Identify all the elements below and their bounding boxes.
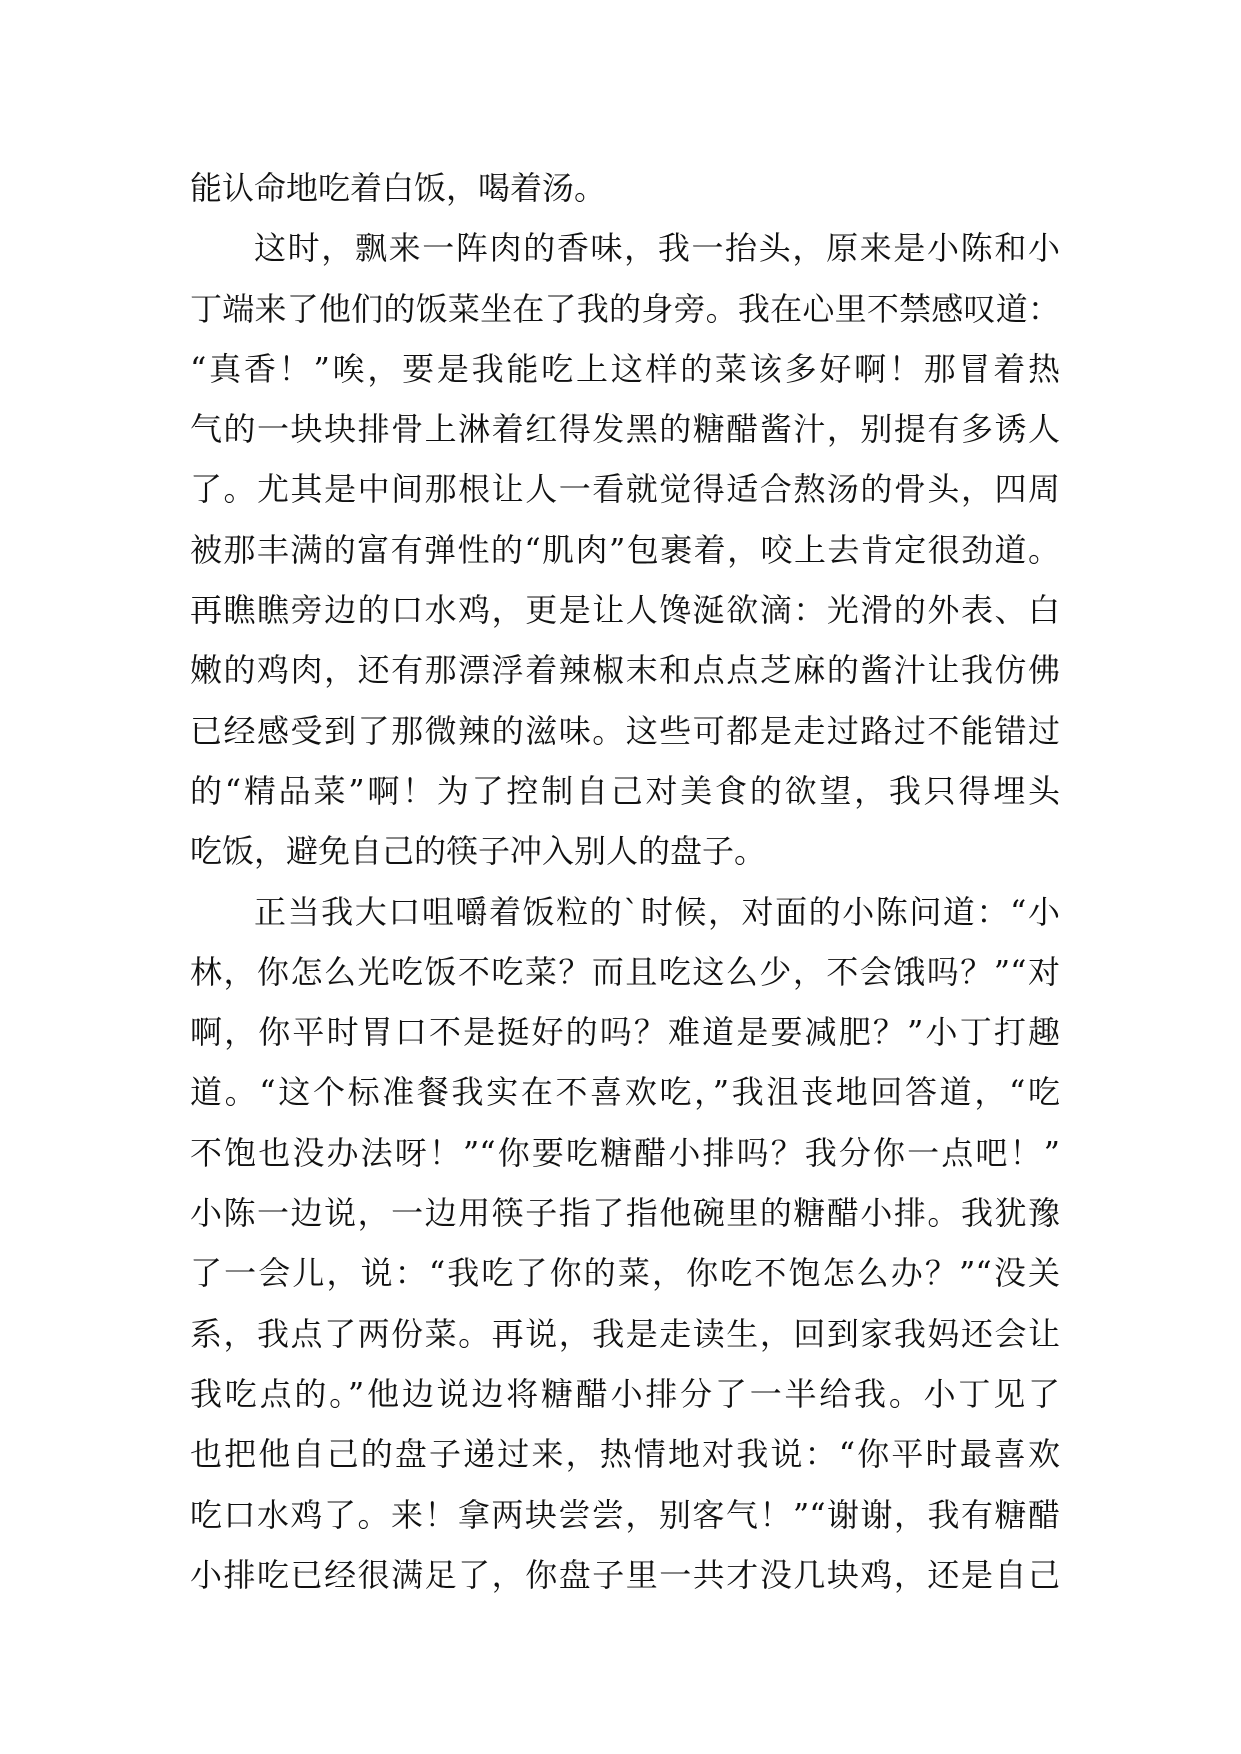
text-line: 道。“这个标准餐我实在不喜欢吃，”我沮丧地回答道，“吃 [190, 1073, 1060, 1112]
text-line: 能认命地吃着白饭，喝着汤。 [190, 169, 607, 207]
text-line: 已经感受到了那微辣的滋味。这些可都是走过路过不能错过 [190, 711, 1060, 750]
text-line: 的“精品菜”啊！为了控制自己对美食的欲望，我只得埋头 [190, 771, 1060, 810]
text-line: 丁端来了他们的饭菜坐在了我的身旁。我在心里不禁感叹道： [190, 289, 1060, 328]
text-line: 嫩的鸡肉，还有那漂浮着辣椒末和点点芝麻的酱汁让我仿佛 [190, 651, 1060, 690]
text-line: 吃饭，避免自己的筷子冲入别人的盘子。 [190, 832, 767, 871]
document-page [190, 158, 1060, 1605]
text-line: 啊，你平时胃口不是挺好的吗？难道是要减肥？”小丁打趣 [190, 1013, 1060, 1052]
text-line: 气的一块块排骨上淋着红得发黑的糖醋酱汁，别提有多诱人 [190, 410, 1060, 449]
text-line: 了一会儿，说：“我吃了你的菜，你吃不饱怎么办？”“没关 [190, 1254, 1060, 1293]
text-line: 正当我大口咀嚼着饭粒的`时候，对面的小陈问道：“小 [254, 892, 1060, 931]
text-line: 不饱也没办法呀！”“你要吃糖醋小排吗？我分你一点吧！” [190, 1133, 1060, 1172]
text-line: “真香！”唉，要是我能吃上这样的菜该多好啊！那冒着热 [190, 349, 1060, 388]
text-line: 也把他自己的盘子递过来，热情地对我说：“你平时最喜欢 [190, 1435, 1060, 1474]
text-line: 吃口水鸡了。来！拿两块尝尝，别客气！”“谢谢，我有糖醋 [190, 1495, 1060, 1534]
text-line: 系，我点了两份菜。再说，我是走读生，回到家我妈还会让 [190, 1314, 1060, 1353]
text-line: 了。尤其是中间那根让人一看就觉得适合熬汤的骨头，四周 [190, 470, 1060, 509]
text-line: 这时，飘来一阵肉的香味，我一抬头，原来是小陈和小 [254, 229, 1060, 268]
text-line: 小陈一边说，一边用筷子指了指他碗里的糖醋小排。我犹豫 [190, 1194, 1060, 1233]
text-line: 被那丰满的富有弹性的“肌肉”包裹着，咬上去肯定很劲道。 [190, 530, 1060, 569]
text-line: 再瞧瞧旁边的口水鸡，更是让人馋涎欲滴：光滑的外表、白 [190, 591, 1060, 630]
text-line: 林，你怎么光吃饭不吃菜？而且吃这么少，不会饿吗？”“对 [190, 952, 1060, 991]
text-line: 小排吃已经很满足了，你盘子里一共才没几块鸡，还是自己 [190, 1555, 1060, 1594]
text-line: 我吃点的。”他边说边将糖醋小排分了一半给我。小丁见了 [190, 1374, 1060, 1413]
